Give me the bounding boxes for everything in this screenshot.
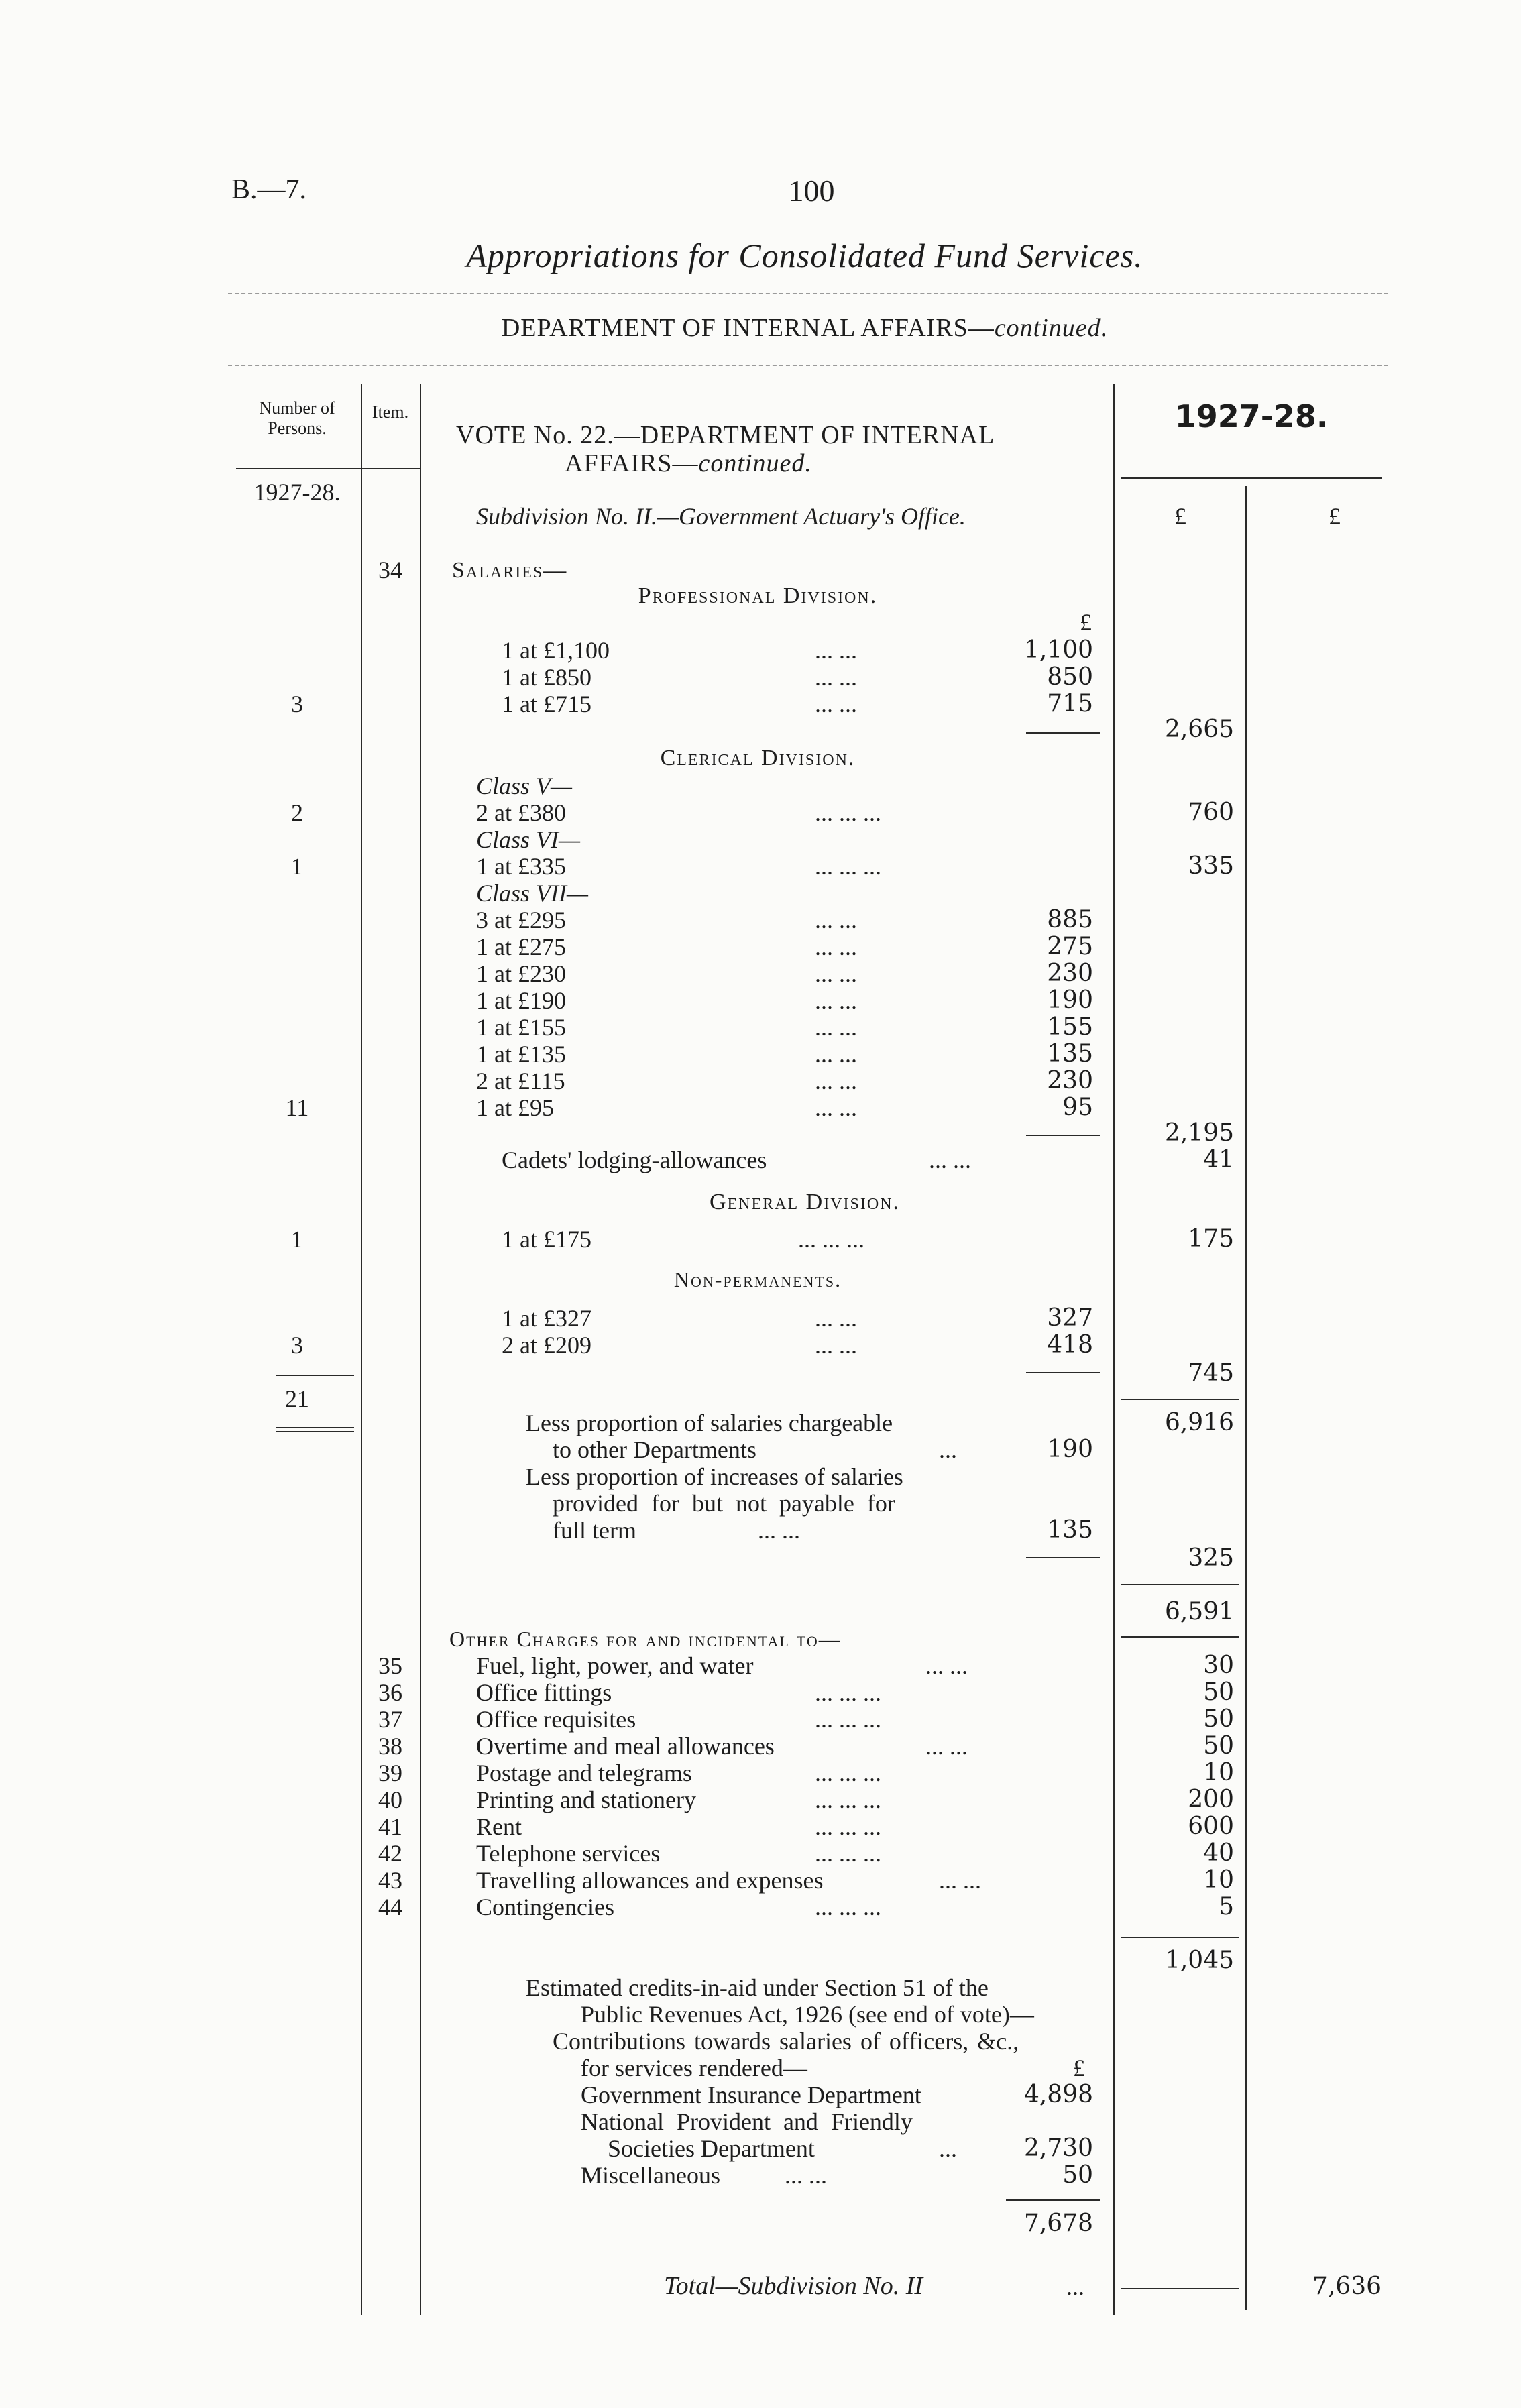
- item-number: 41: [378, 1813, 402, 1840]
- persons-count: 1: [291, 1226, 303, 1253]
- department-continued: continued.: [994, 314, 1109, 342]
- credits-line: Public Revenues Act, 1926 (see end of vote)—: [581, 2001, 1034, 2028]
- charge-amount: 30: [1203, 1652, 1234, 1679]
- persons-count: 11: [285, 1094, 309, 1121]
- leader-dots: ... ...: [815, 664, 857, 691]
- class-heading: Class VII—: [476, 880, 589, 907]
- persons-year-label: 1927-28.: [253, 479, 341, 506]
- pound-symbol-col2: £: [1329, 503, 1341, 530]
- vote-heading-line1: VOTE No. 22.—DEPARTMENT OF INTERNAL: [456, 421, 995, 449]
- other-charges-rule: [1121, 1937, 1239, 1938]
- department-name: DEPARTMENT OF INTERNAL AFFAIRS—: [501, 314, 995, 342]
- charge-label: Telephone services: [476, 1840, 661, 1867]
- salary-grade-label: 1 at £230: [476, 960, 566, 987]
- credits-total: 7,678: [1023, 2210, 1093, 2237]
- salary-amount: 418: [1047, 1331, 1093, 1359]
- salary-grade-label: 1 at £175: [502, 1226, 592, 1253]
- subtotal-rule: [1026, 732, 1100, 734]
- pound-symbol-inner: £: [1080, 609, 1092, 636]
- leader-dots: ... ... ...: [798, 1226, 864, 1253]
- title-rule: [228, 293, 1388, 294]
- leader-dots: ... ...: [815, 1014, 857, 1041]
- general-total: 175: [1188, 1225, 1234, 1253]
- leader-dots: ... ...: [815, 637, 857, 664]
- salary-grade-label: 1 at £1,100: [502, 637, 610, 664]
- page-title: Appropriations for Consolidated Fund Services.: [466, 237, 1143, 274]
- salary-grade-label: 1 at £850: [502, 664, 592, 691]
- subdivision-total-amount: 7,636: [1312, 2273, 1382, 2300]
- less-increases-line: provided for but not payable for: [553, 1490, 895, 1517]
- subtotal-rule: [1026, 1557, 1100, 1558]
- less-increases-amount: 135: [1047, 1516, 1093, 1544]
- leader-dots: ... ...: [815, 907, 857, 933]
- item-number: 44: [378, 1894, 402, 1920]
- charge-label: Office fittings: [476, 1679, 612, 1706]
- credits-rule: [1006, 2199, 1100, 2201]
- credit-source-label: National Provident and Friendly: [581, 2108, 913, 2135]
- leader-dots: ... ...: [925, 1652, 968, 1679]
- leader-dots: ... ... ...: [815, 853, 881, 880]
- year-column-header: 1927-28.: [1174, 398, 1329, 435]
- persons-item-divider: [361, 384, 362, 2315]
- salary-grade-label: 2 at £380: [476, 799, 566, 826]
- page-ref: B.—7.: [231, 174, 307, 205]
- salary-amount: 155: [1047, 1013, 1093, 1041]
- pound-symbol-inner: £: [1073, 2055, 1085, 2081]
- leader-dots: ... ...: [758, 1517, 800, 1544]
- charge-amount: 600: [1188, 1813, 1234, 1840]
- leader-dots: ... ... ...: [815, 1840, 881, 1867]
- pound1-pound2-divider: [1245, 486, 1247, 2310]
- credits-line: Contributions towards salaries of officers, &c.,: [553, 2028, 1019, 2055]
- item-number: 43: [378, 1867, 402, 1894]
- charge-label: Postage and telegrams: [476, 1760, 692, 1786]
- leader-dots: ...: [939, 2135, 957, 2162]
- item-number: 35: [378, 1652, 402, 1679]
- salary-grade-label: 2 at £209: [502, 1332, 592, 1359]
- other-charges-heading: Other Charges for and incidental to—: [449, 1627, 842, 1651]
- persons-header-rule: [236, 468, 420, 469]
- persons-count: 3: [291, 691, 303, 718]
- salary-grade-label: 1 at £190: [476, 987, 566, 1014]
- item-text-divider: [420, 384, 421, 2315]
- persons-total-double-rule: [276, 1431, 354, 1432]
- less-increases-line: full term: [553, 1517, 636, 1544]
- item-column-header: Item.: [372, 402, 409, 422]
- non-permanents-heading: Non-permanents.: [673, 1267, 842, 1292]
- general-division-heading: General Division.: [709, 1190, 901, 1214]
- charge-amount: 10: [1203, 1759, 1234, 1786]
- leader-dots: ... ...: [815, 1068, 857, 1094]
- salary-amount: 230: [1047, 960, 1093, 987]
- leader-dots: ... ...: [815, 1305, 857, 1332]
- leader-dots: ... ...: [815, 1041, 857, 1068]
- charge-amount: 10: [1203, 1866, 1234, 1894]
- item-number: 37: [378, 1706, 402, 1733]
- charge-label: Rent: [476, 1813, 522, 1840]
- department-rule: [228, 365, 1388, 366]
- subtotal-rule: [1026, 1372, 1100, 1373]
- salary-grade-label: 1 at £335: [476, 853, 566, 880]
- salary-amount: 1,100: [1023, 636, 1093, 664]
- item-number: 42: [378, 1840, 402, 1867]
- leader-dots: ... ... ...: [815, 799, 881, 826]
- net-rule: [1121, 1584, 1239, 1585]
- pound-symbol-col1: £: [1174, 503, 1186, 530]
- leader-dots: ... ...: [925, 1733, 968, 1760]
- leader-dots: ... ...: [815, 933, 857, 960]
- text-pound1-divider: [1113, 384, 1115, 2315]
- persons-column-header: Number of Persons.: [259, 398, 335, 438]
- charge-amount: 5: [1219, 1893, 1234, 1920]
- salary-grade-label: 2 at £115: [476, 1068, 565, 1094]
- salary-amount: 275: [1047, 933, 1093, 960]
- net-salaries-total: 6,591: [1164, 1598, 1234, 1625]
- less-increases-line: Less proportion of increases of salaries: [526, 1463, 903, 1490]
- leader-dots: ... ...: [815, 960, 857, 987]
- salary-amount: 715: [1047, 690, 1093, 718]
- charge-amount: 50: [1203, 1705, 1234, 1733]
- credit-source-label: Government Insurance Department: [581, 2081, 921, 2108]
- salary-amount: 230: [1047, 1067, 1093, 1094]
- leader-dots: ... ... ...: [815, 1760, 881, 1786]
- salary-amount: 327: [1047, 1304, 1093, 1332]
- leader-dots: ... ...: [939, 1867, 981, 1894]
- charge-amount: 50: [1203, 1732, 1234, 1760]
- credits-line: Estimated credits-in-aid under Section 51 of the: [526, 1974, 989, 2001]
- salary-amount: 850: [1047, 663, 1093, 691]
- leader-dots: ... ...: [785, 2162, 827, 2189]
- leader-dots: ... ...: [929, 1147, 971, 1173]
- page-number: 100: [788, 174, 835, 208]
- leader-dots: ... ... ...: [815, 1813, 881, 1840]
- charge-label: Travelling allowances and expenses: [476, 1867, 824, 1894]
- other-charges-total: 1,045: [1164, 1947, 1234, 1974]
- charge-label: Fuel, light, power, and water: [476, 1652, 754, 1679]
- charge-amount: 200: [1188, 1786, 1234, 1813]
- professional-division-heading: Professional Division.: [638, 583, 878, 608]
- salary-grade-label: 1 at £715: [502, 691, 592, 718]
- charge-label: Contingencies: [476, 1894, 614, 1920]
- item-number: 34: [378, 557, 402, 583]
- salary-amount: 135: [1047, 1040, 1093, 1068]
- cadets-amount: 41: [1203, 1146, 1234, 1173]
- leader-dots: ... ... ...: [815, 1894, 881, 1920]
- professional-total: 2,665: [1164, 715, 1234, 743]
- subdivision-total-label: Total—Subdivision No. II: [664, 2272, 923, 2300]
- salary-amount: 885: [1047, 906, 1093, 933]
- leader-dots: ... ... ...: [815, 1679, 881, 1706]
- leader-dots: ... ...: [815, 1094, 857, 1121]
- subdivision-heading: Subdivision No. II.—Government Actuary's Office.: [476, 503, 966, 530]
- leader-dots: ... ...: [815, 691, 857, 718]
- persons-count: 3: [291, 1332, 303, 1359]
- item-number: 38: [378, 1733, 402, 1760]
- charge-label: Overtime and meal allowances: [476, 1733, 775, 1760]
- gross-rule: [1121, 1399, 1239, 1400]
- total-rule: [1121, 2288, 1239, 2289]
- persons-subtotal-rule: [276, 1375, 354, 1376]
- cadets-label: Cadets' lodging-allowances: [502, 1147, 767, 1173]
- credit-amount: 50: [1062, 2161, 1093, 2189]
- clerical-division-heading: Clerical Division.: [660, 746, 856, 770]
- class7-total: 2,195: [1164, 1119, 1234, 1147]
- leader-dots: ... ... ...: [815, 1786, 881, 1813]
- salary-grade-label: 1 at £327: [502, 1305, 592, 1332]
- credits-line: for services rendered—: [581, 2055, 807, 2081]
- item-number: 40: [378, 1786, 402, 1813]
- class-total: 760: [1188, 799, 1234, 826]
- leader-dots: ... ...: [815, 987, 857, 1014]
- vote-heading-line2: AFFAIRS—continued.: [565, 449, 812, 477]
- gross-salaries-total: 6,916: [1164, 1409, 1234, 1436]
- less-proportion-amount: 190: [1047, 1436, 1093, 1463]
- salary-grade-label: 1 at £95: [476, 1094, 554, 1121]
- item-number: 36: [378, 1679, 402, 1706]
- salary-grade-label: 1 at £155: [476, 1014, 566, 1041]
- less-proportion-line: to other Departments: [553, 1436, 756, 1463]
- year-header-rule: [1121, 477, 1382, 479]
- class-heading: Class V—: [476, 772, 573, 799]
- persons-count: 1: [291, 853, 303, 880]
- item-number: 39: [378, 1760, 402, 1786]
- persons-total: 21: [285, 1385, 309, 1412]
- credit-amount: 2,730: [1023, 2134, 1093, 2162]
- leader-dots: ...: [1066, 2273, 1084, 2300]
- salary-amount: 190: [1047, 986, 1093, 1014]
- department-heading: [335, 315, 1274, 341]
- leader-dots: ... ... ...: [815, 1706, 881, 1733]
- credit-amount: 4,898: [1023, 2081, 1093, 2108]
- credit-source-label: Miscellaneous: [581, 2162, 720, 2189]
- less-total: 325: [1188, 1544, 1234, 1572]
- charge-label: Printing and stationery: [476, 1786, 696, 1813]
- leader-dots: ...: [939, 1436, 957, 1463]
- class-heading: Class VI—: [476, 826, 581, 853]
- salaries-heading: Salaries—: [452, 558, 568, 583]
- charge-amount: 50: [1203, 1678, 1234, 1706]
- class-total: 335: [1188, 852, 1234, 880]
- charge-amount: 40: [1203, 1839, 1234, 1867]
- persons-total-rule: [276, 1427, 354, 1428]
- salary-amount: 95: [1062, 1094, 1093, 1121]
- less-proportion-line: Less proportion of salaries chargeable: [526, 1410, 893, 1436]
- salaries-section-rule: [1121, 1636, 1239, 1638]
- subtotal-rule: [1026, 1135, 1100, 1136]
- leader-dots: ... ...: [815, 1332, 857, 1359]
- salary-grade-label: 1 at £275: [476, 933, 566, 960]
- salary-grade-label: 1 at £135: [476, 1041, 566, 1068]
- salary-grade-label: 3 at £295: [476, 907, 566, 933]
- persons-count: 2: [291, 799, 303, 826]
- nonperm-total: 745: [1188, 1359, 1234, 1387]
- credit-source-label: Societies Department: [608, 2135, 815, 2162]
- charge-label: Office requisites: [476, 1706, 636, 1733]
